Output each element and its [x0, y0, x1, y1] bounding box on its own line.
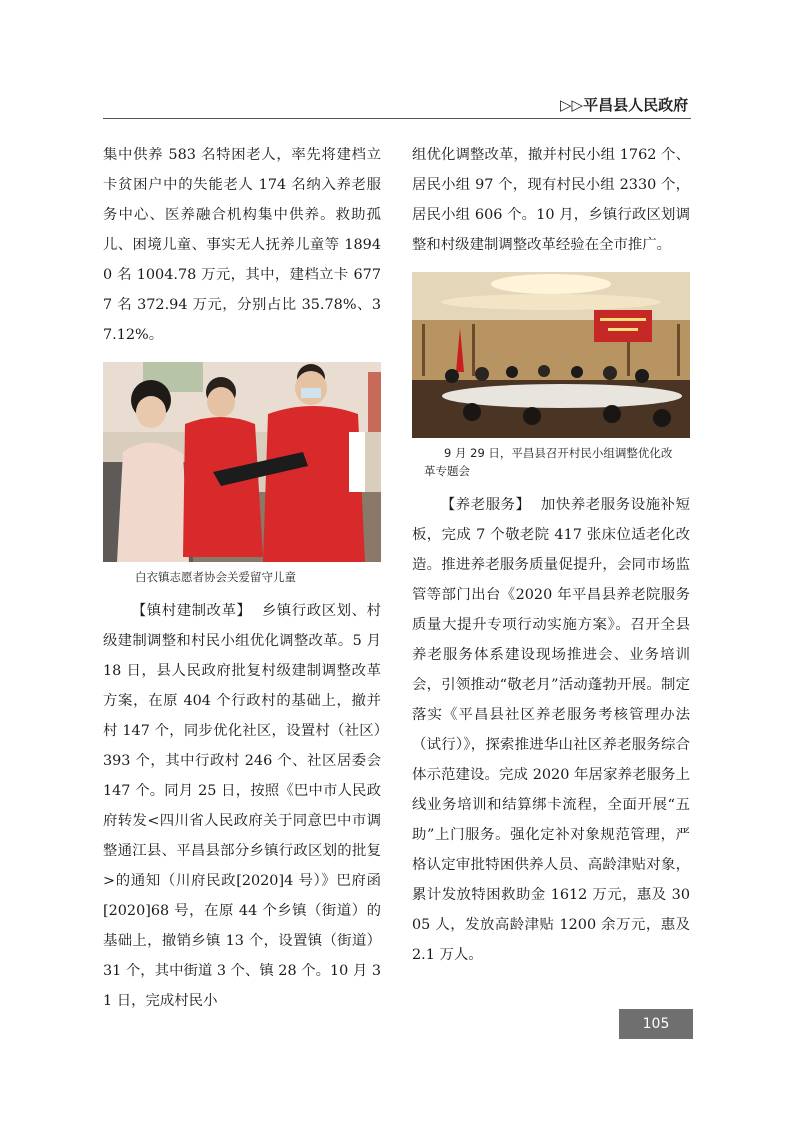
right-column	[412, 140, 690, 970]
header-divider	[103, 118, 691, 119]
meeting-photo-caption: 9 月 29 日，平昌县召开村民小组调整优化改革专题会	[424, 446, 673, 478]
township-reform-paragraph	[103, 596, 381, 1016]
meeting-photo	[412, 272, 690, 438]
volunteer-photo-caption: 白衣镇志愿者协会关爱留守儿童	[135, 570, 296, 584]
elderly-care-paragraph	[412, 490, 690, 970]
page-number: 105	[619, 1009, 693, 1039]
township-reform-heading: 【镇村建制改革】	[131, 603, 252, 619]
running-header: ▷▷平昌县人民政府	[560, 96, 689, 114]
village-groups-paragraph: 组优化调整改革，撤并村民小组 1762 个、居民小组 97 个，现有村民小组 2330 个，居民小组 606 个。10 月，乡镇行政区划调整和村级建制调整改革经验在全市推广。	[412, 147, 690, 253]
elderly-care-heading: 【养老服务】	[440, 497, 531, 513]
township-reform-body: 乡镇行政区划、村级建制调整和村民小组优化调整改革。5 月 18 日，县人民政府批复村级建制调整改革方案，在原 404 个行政村的基础上，撤并村 147 个，同步优化社区，设置村（社区）393 个，其中行政村 246 个、社区居委会 147 个。同月 25 日，按照《巴中市人民政府转发<四川省人民政府关于同意巴中市调整通江县、平昌县部分乡镇行政区划的批复>的通知（川府民政[2020]4 号）》巴府函[2020]68 号，在原 44 个乡镇（街道）的基础上，撤销乡镇 13 个，设置镇（街道）31 个，其中街道 3 个、镇 28 个。10 月 31 日，完成村民小	[103, 603, 381, 1009]
elderly-care-body: 加快养老服务设施补短板，完成 7 个敬老院 417 张床位适老化改造。推进养老服务质量促提升，会同市场监管等部门出台《2020 年平昌县养老院服务质量大提升专项行动实施方案》。召开全县养老服务体系建设现场推进会、业务培训会，引领推动“敬老月”活动蓬勃开展。制定落实《平昌县社区养老服务考核管理办法（试行）》，探索推进华山社区养老服务综合体示范建设。完成 2020 年居家养老服务上线业务培训和结算绑卡流程，全面开展“五助”上门服务。强化定补对象规范管理，严格认定审批特困供养人员、高龄津贴对象，累计发放特困救助金 1612 万元，惠及 3005 人，发放高龄津贴 1200 余万元，惠及 2.1 万人。	[412, 497, 690, 963]
welfare-paragraph: 集中供养 583 名特困老人，率先将建档立卡贫困户中的失能老人 174 名纳入养老服务中心、医养融合机构集中供养。救助孤儿、困境儿童、事实无人抚养儿童等 18940 名 1004.78 万元，其中，建档立卡 6777 名 372.94 万元，分别占比 35.78%、37.12%。	[103, 147, 381, 343]
left-column	[103, 140, 381, 1016]
volunteer-photo	[103, 362, 381, 562]
